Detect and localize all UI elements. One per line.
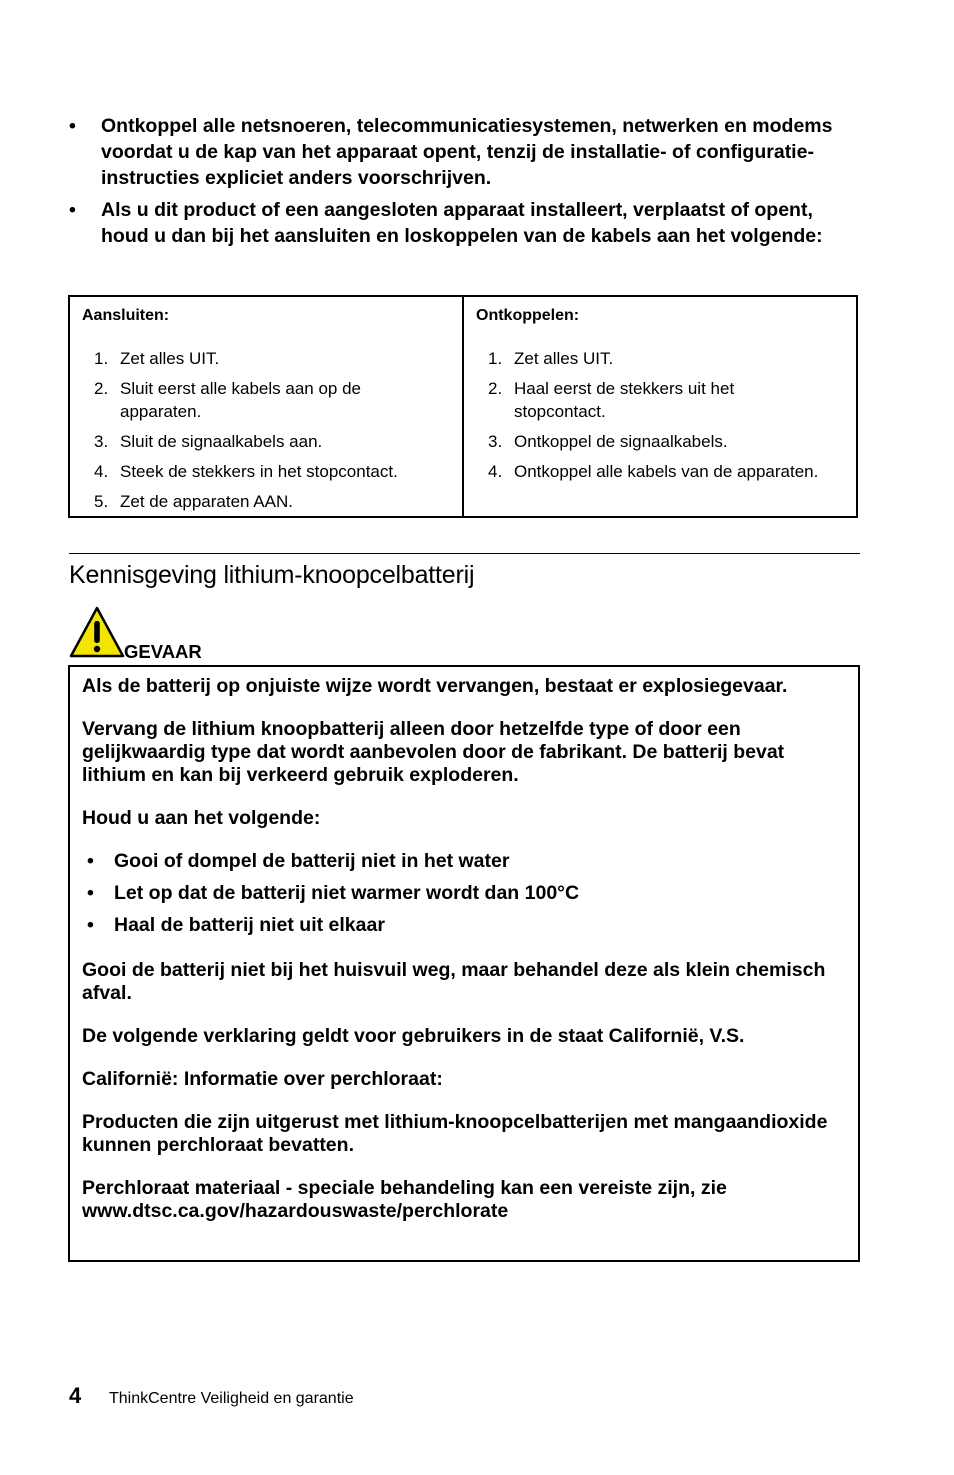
danger-paragraph: Producten die zijn uitgerust met lithium-knoopcelbatterijen met mangaandioxide kunnen perchloraat bevatten.	[82, 1111, 828, 1156]
connect-disconnect-table	[68, 295, 858, 518]
bullet-dot: •	[87, 914, 94, 936]
intro-bullet	[69, 197, 864, 249]
step-item: 4. Ontkoppel alle kabels van de apparaten.	[488, 462, 819, 481]
step-item: 3. Sluit de signaalkabels aan.	[94, 432, 323, 451]
danger-paragraph: Als de batterij op onjuiste wijze wordt vervangen, bestaat er explosiegevaar.	[82, 675, 788, 697]
step-item: 1. Zet alles UIT.	[488, 349, 614, 368]
danger-label: GEVAAR	[124, 641, 202, 662]
bullet-dot: •	[87, 850, 94, 872]
disconnect-steps	[476, 347, 844, 483]
connect-heading: Aansluiten:	[82, 307, 170, 324]
step-item: 5. Zet de apparaten AAN.	[94, 492, 293, 511]
danger-notice-box	[68, 665, 860, 1262]
page-number: 4	[69, 1383, 82, 1408]
danger-bullet: • Gooi of dompel de batterij niet in het water	[87, 850, 510, 872]
danger-paragraph: De volgende verklaring geldt voor gebruikers in de staat Californië, V.S.	[82, 1025, 745, 1047]
step-item: 3. Ontkoppel de signaalkabels.	[488, 432, 728, 451]
intro-bullet-text: Ontkoppel alle netsnoeren, telecommunicatiesystemen, netwerken en modems voordat u de kap van het apparaat opent, tenzij de installatie- of configuratie-instructies expliciet anders voorschrijven.	[101, 115, 833, 189]
intro-bullet-text: Als u dit product of een aangesloten apparaat installeert, verplaatst of opent, houd u dan bij het aansluiten en loskoppelen van de kabels aan het volgende:	[101, 199, 823, 247]
bullet-dot: •	[69, 115, 76, 137]
danger-paragraph: Houd u aan het volgende:	[82, 807, 321, 829]
danger-paragraph: Gooi de batterij niet bij het huisvuil weg, maar behandel deze als klein chemisch afval.	[82, 959, 826, 1004]
intro-bullet-list	[69, 113, 864, 255]
section-title: Kennisgeving lithium-knoopcelbatterij	[69, 561, 475, 589]
danger-bullet: • Haal de batterij niet uit elkaar	[87, 914, 385, 936]
connect-steps	[82, 347, 450, 513]
danger-bullet-list	[82, 850, 846, 937]
step-item: 1. Zet alles UIT.	[94, 349, 220, 368]
danger-paragraph: Californië: Informatie over perchloraat:	[82, 1068, 443, 1090]
bullet-dot: •	[69, 199, 76, 221]
step-item: 4. Steek de stekkers in het stopcontact.	[94, 462, 398, 481]
danger-bullet: • Let op dat de batterij niet warmer wordt dan 100°C	[87, 882, 580, 904]
disconnect-heading: Ontkoppelen:	[476, 307, 580, 324]
danger-paragraph: Vervang de lithium knoopbatterij alleen door hetzelfde type of door een gelijkwaardig type dat wordt aanbevolen door de fabrikant. De batterij bevat lithium en kan bij verkeerd gebruik exploderen.	[82, 718, 785, 786]
intro-bullet	[69, 113, 864, 191]
page-footer	[69, 1383, 354, 1412]
warning-triangle-icon	[69, 606, 125, 658]
danger-paragraph: Perchloraat materiaal - speciale behandeling kan een vereiste zijn, zie www.dtsc.ca.gov/hazardouswaste/perchlorate	[82, 1177, 727, 1222]
step-item: 2. Haal eerst de stekkers uit het stopcontact.	[488, 379, 735, 421]
step-item: 2. Sluit eerst alle kabels aan op de apparaten.	[94, 379, 361, 421]
bullet-dot: •	[87, 882, 94, 904]
section-divider	[69, 553, 860, 554]
document-title: ThinkCentre Veiligheid en garantie	[109, 1390, 354, 1407]
connect-column	[70, 297, 462, 516]
disconnect-column	[462, 297, 856, 516]
